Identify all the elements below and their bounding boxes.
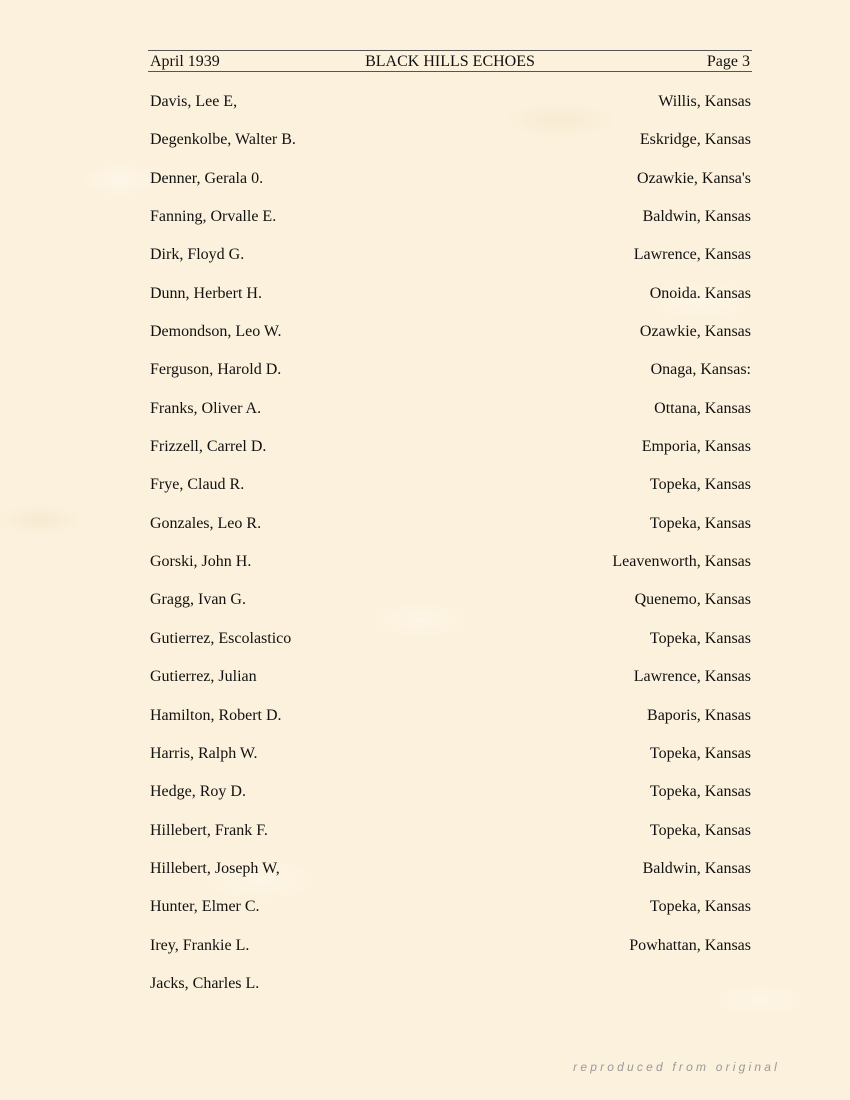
entry-hometown: Topeka, Kansas [649, 821, 751, 839]
roster-entry [150, 666, 751, 704]
entry-name: Fanning, Orvalle E. [150, 208, 277, 226]
entry-hometown: Quenemo, Kansas [634, 591, 751, 609]
roster-entry [150, 206, 751, 244]
entry-hometown: Onaga, Kansas: [650, 361, 751, 379]
entry-hometown: Ozawkie, Kansa's [637, 169, 751, 187]
roster-entry [150, 551, 751, 589]
footer-note: reproduced from original [573, 1060, 780, 1074]
entry-hometown: Willis, Kansas [658, 93, 751, 110]
roster-entry [150, 474, 751, 512]
entry-hometown: Topeka, Kansas [649, 898, 751, 916]
roster-entry [150, 820, 751, 858]
roster-entry [150, 513, 751, 551]
entry-hometown: Lawrence, Kansas [633, 246, 751, 264]
header-title: BLACK HILLS ECHOES [365, 53, 535, 70]
roster-entry [150, 283, 751, 321]
entry-hometown: Ottana, Kansas [654, 399, 751, 417]
entry-name: Gutierrez, Julian [150, 668, 257, 686]
entry-name: Ferguson, Harold D. [150, 361, 282, 379]
header-page-number: Page 3 [706, 53, 750, 70]
entry-hometown: Powhattan, Kansas [629, 936, 751, 954]
entry-name: Hedge, Roy D. [150, 783, 246, 801]
roster-entry [150, 244, 751, 282]
entry-hometown: Eskridge, Kansas [639, 131, 751, 149]
entry-name: Gutierrez, Escolastico [150, 629, 292, 647]
roster-entry [150, 781, 751, 819]
roster-entry [150, 743, 751, 781]
entry-name: Hillebert, Joseph W, [150, 859, 280, 877]
entry-hometown: Emporia, Kansas [641, 438, 751, 456]
roster-entry [150, 436, 751, 474]
roster-entry [150, 935, 751, 973]
roster-list [150, 91, 751, 1011]
roster-entry [150, 91, 751, 129]
entry-name: Hamilton, Robert D. [150, 706, 282, 724]
roster-entry [150, 973, 751, 1011]
entry-name: Dirk, Floyd G. [150, 246, 245, 264]
entry-name: Denner, Gerala 0. [150, 169, 264, 187]
entry-name: Gorski, John H. [150, 553, 252, 571]
entry-hometown: Onoida. Kansas [649, 284, 751, 302]
entry-hometown: Lawrence, Kansas [633, 668, 751, 686]
entry-name: Dunn, Herbert H. [150, 284, 262, 302]
roster-entry [150, 705, 751, 743]
entry-name: Franks, Oliver A. [150, 399, 262, 417]
entry-name: Hillebert, Frank F. [150, 821, 268, 839]
entry-hometown: Topeka, Kansas [649, 783, 751, 801]
entry-name: Degenkolbe, Walter B. [150, 131, 296, 149]
entry-name: Harris, Ralph W. [150, 744, 258, 762]
entry-name: Demondson, Leo W. [150, 323, 282, 341]
header-date: April 1939 [150, 53, 220, 70]
entry-hometown: Topeka, Kansas [649, 744, 751, 762]
entry-hometown: Baldwin, Kansas [642, 859, 751, 877]
entry-name: Irey, Frankie L. [150, 936, 250, 954]
entry-name: Hunter, Elmer C. [150, 898, 260, 916]
entry-name: Frizzell, Carrel D. [150, 438, 267, 456]
entry-name: Frye, Claud R. [150, 476, 245, 494]
entry-hometown: Topeka, Kansas [649, 476, 751, 494]
roster-entry [150, 168, 751, 206]
roster-entry [150, 589, 751, 627]
roster-entry [150, 359, 751, 397]
entry-hometown: Baldwin, Kansas [642, 208, 751, 226]
entry-hometown: Topeka, Kansas [649, 629, 751, 647]
entry-name: Davis, Lee E, [150, 93, 238, 110]
entry-name: Jacks, Charles L. [150, 974, 260, 992]
roster-entry [150, 858, 751, 896]
roster-entry [150, 398, 751, 436]
page-header [148, 50, 752, 72]
entry-name: Gonzales, Leo R. [150, 514, 262, 532]
roster-entry [150, 129, 751, 167]
roster-entry [150, 628, 751, 666]
entry-hometown: Ozawkie, Kansas [639, 323, 751, 341]
roster-entry [150, 896, 751, 934]
entry-name: Gragg, Ivan G. [150, 591, 246, 609]
entry-hometown: Topeka, Kansas [649, 514, 751, 532]
roster-entry [150, 321, 751, 359]
entry-hometown: Baporis, Knasas [647, 706, 751, 724]
entry-hometown: Leavenworth, Kansas [612, 553, 751, 571]
